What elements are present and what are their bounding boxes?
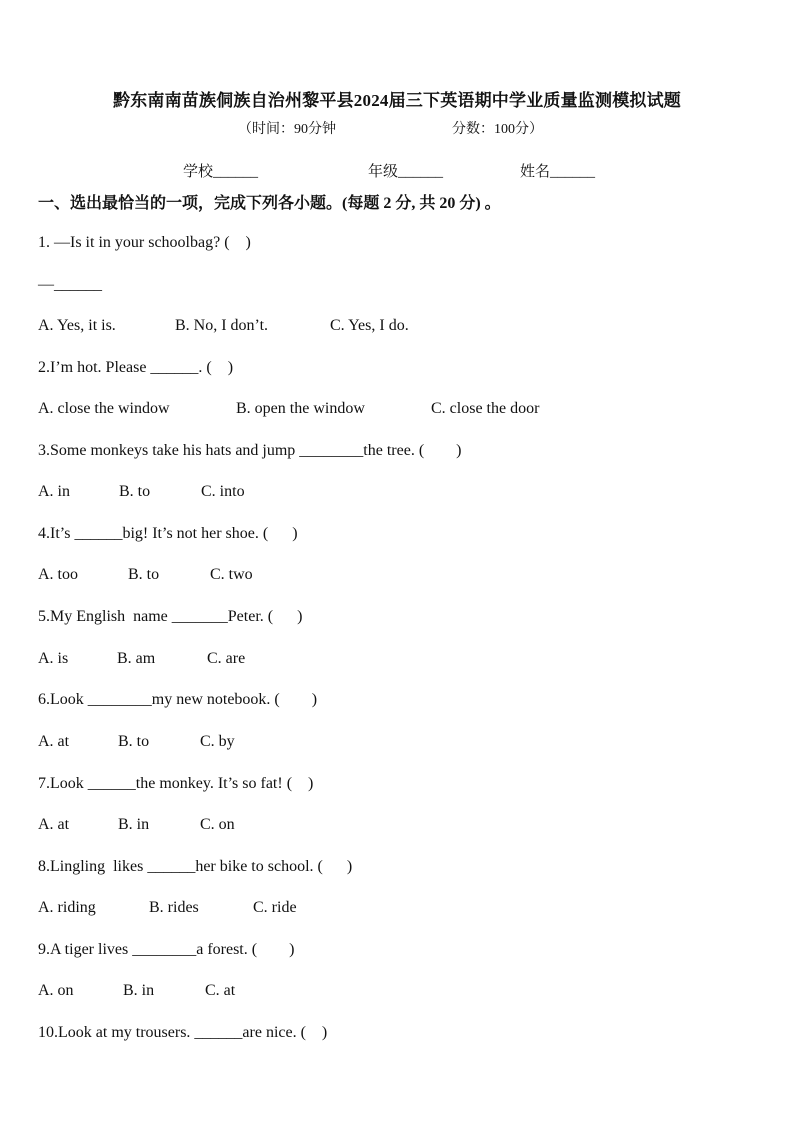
option-a: A. at [38, 733, 70, 750]
question-9-stem: 9.A tiger lives ________a forest. ( ) [38, 941, 295, 958]
option-b: B. in [118, 816, 150, 833]
option-b: B. to [118, 733, 150, 750]
option-a: A. in [38, 483, 70, 500]
option-a: A. too [38, 566, 78, 583]
option-b: B. am [117, 650, 156, 667]
option-c: C. on [200, 816, 235, 833]
question-7-stem: 7.Look ______the monkey. It’s so fat! ( ) [38, 775, 314, 792]
option-a: A. close the window [38, 400, 170, 417]
question-10-stem: 10.Look at my trousers. ______are nice. ( ) [38, 1024, 328, 1041]
school-field: 学校______ [183, 164, 259, 180]
option-b: B. rides [149, 899, 199, 916]
option-b: B. in [123, 982, 155, 999]
section-heading: 一、选出最恰当的一项，完成下列各小题。(每题 2 分, 共 20 分) 。 [38, 195, 501, 212]
option-a: A. Yes, it is. [38, 317, 116, 334]
question-1-stem: 1. —Is it in your schoolbag? ( ) [38, 234, 251, 251]
option-a: A. on [38, 982, 74, 999]
option-a: A. is [38, 650, 69, 667]
question-1-answer-line: —______ [38, 276, 102, 293]
option-c: C. Yes, I do. [330, 317, 409, 334]
option-a: A. at [38, 816, 70, 833]
grade-field: 年级______ [368, 164, 444, 180]
option-c: C. ride [253, 899, 297, 916]
option-b: B. No, I don’t. [175, 317, 269, 334]
question-5-stem: 5.My English name _______Peter. ( ) [38, 608, 303, 625]
exam-score: 分数：100分） [452, 122, 543, 137]
option-c: C. are [207, 650, 246, 667]
option-c: C. two [210, 566, 253, 583]
question-8-stem: 8.Lingling likes ______her bike to school. ( ) [38, 858, 353, 875]
option-b: B. to [119, 483, 151, 500]
option-c: C. close the door [431, 400, 540, 417]
name-field: 姓名______ [520, 164, 596, 180]
option-b: B. open the window [236, 400, 365, 417]
question-4-stem: 4.It’s ______big! It’s not her shoe. ( ) [38, 525, 298, 542]
question-6-stem: 6.Look ________my new notebook. ( ) [38, 691, 318, 708]
question-2-stem: 2.I’m hot. Please ______. ( ) [38, 359, 234, 376]
option-c: C. by [200, 733, 235, 750]
option-a: A. riding [38, 899, 96, 916]
exam-title: 黔东南南苗族侗族自治州黎平县2024届三下英语期中学业质量监测模拟试题 [113, 91, 681, 110]
option-b: B. to [128, 566, 160, 583]
question-3-stem: 3.Some monkeys take his hats and jump ________the tree. ( ) [38, 442, 462, 459]
option-c: C. at [205, 982, 236, 999]
option-c: C. into [201, 483, 245, 500]
exam-time: （时间：90分钟 [238, 122, 336, 137]
